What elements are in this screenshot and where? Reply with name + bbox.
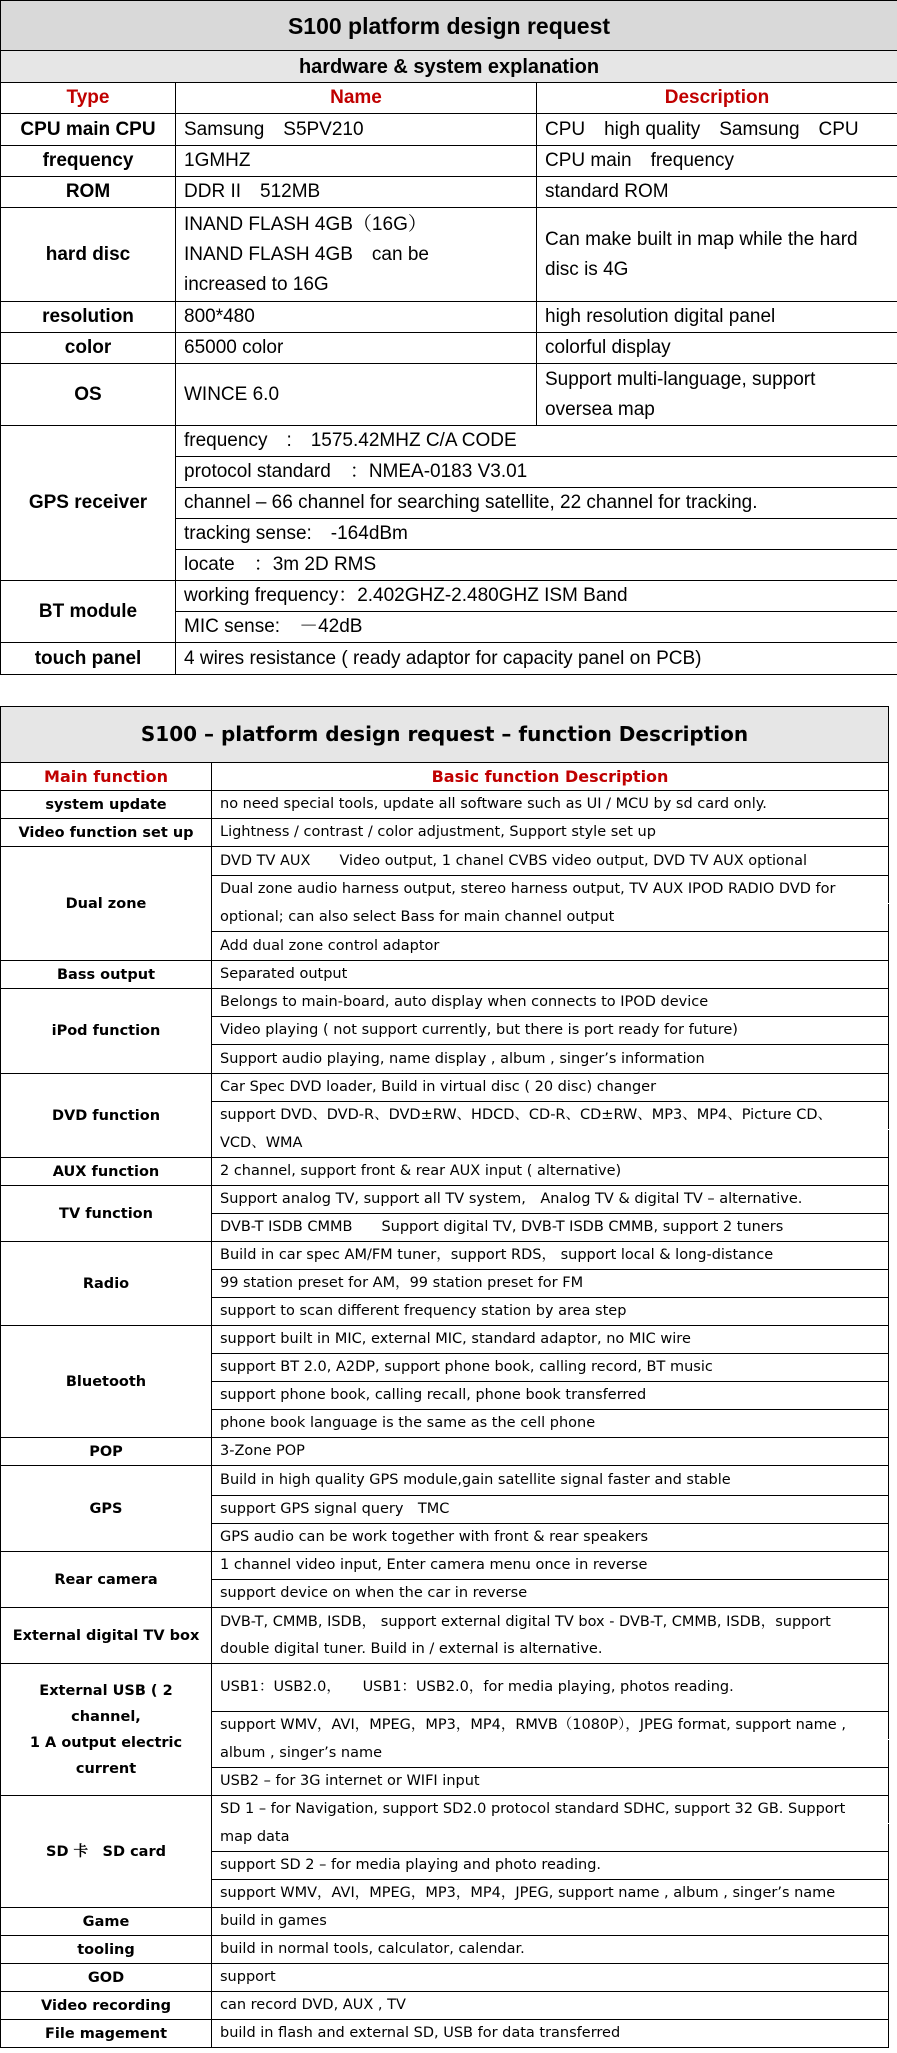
row-type: hard disc xyxy=(1,208,176,302)
gps-label: GPS xyxy=(1,1466,212,1552)
radio-label: Radio xyxy=(1,1242,212,1326)
sd-item: map data xyxy=(212,1824,889,1852)
god-value: support xyxy=(212,1964,889,1992)
bass-output-value: Separated output xyxy=(212,961,889,989)
touch-panel-label: touch panel xyxy=(1,643,176,675)
tooling-value: build in normal tools, calculator, calendar. xyxy=(212,1936,889,1964)
header-name: Name xyxy=(176,83,537,114)
hardware-subtitle: hardware & system explanation xyxy=(1,51,897,83)
gps-function-item: GPS audio can be work together with front & rear speakers xyxy=(212,1524,889,1552)
dual-zone-item: DVD TV AUX Video output, 1 chanel CVBS video output, DVD TV AUX optional xyxy=(212,847,889,876)
gps-receiver-label: GPS receiver xyxy=(1,426,176,581)
name-line: increased to 16G xyxy=(184,273,329,295)
rear-camera-label: Rear camera xyxy=(1,1552,212,1608)
radio-item: support to scan different frequency station by area step xyxy=(212,1298,889,1326)
row-description: CPU high quality Samsung CPU xyxy=(537,114,897,146)
table-row xyxy=(1,114,897,146)
hardware-title: S100 platform design request xyxy=(1,1,897,51)
dvd-function-label: DVD function xyxy=(1,1074,212,1158)
row-name: Samsung S5PV210 xyxy=(176,114,537,146)
video-recording-value: can record DVD, AUX , TV xyxy=(212,1992,889,2020)
row-name: DDR II 512MB xyxy=(176,177,537,208)
rear-camera-item: support device on when the car in reverse xyxy=(212,1580,889,1608)
rear-camera-item: 1 channel video input, Enter camera menu once in reverse xyxy=(212,1552,889,1580)
pop-value: 3-Zone POP xyxy=(212,1438,889,1466)
usb-label-line: External USB ( 2 channel, xyxy=(39,1682,173,1725)
gps-function-item: support GPS signal query TMC xyxy=(212,1496,889,1524)
dvd-item: VCD、WMA xyxy=(212,1130,889,1158)
row-description xyxy=(537,364,897,426)
dual-zone-item: Add dual zone control adaptor xyxy=(212,932,889,961)
bluetooth-item: support phone book, calling recall, phone book transferred xyxy=(212,1382,889,1410)
hardware-table xyxy=(0,0,897,675)
row-description: colorful display xyxy=(537,333,897,364)
game-value: build in games xyxy=(212,1908,889,1936)
system-update-label: system update xyxy=(1,791,212,819)
tv-item: DVB-T ISDB CMMB Support digital TV, DVB-T ISDB CMMB, support 2 tuners xyxy=(212,1214,889,1242)
gps-item: frequency : 1575.42MHZ C/A CODE xyxy=(176,426,897,457)
row-type: frequency xyxy=(1,146,176,177)
usb-item: USB2 – for 3G internet or WIFI input xyxy=(212,1768,889,1796)
row-type: OS xyxy=(1,364,176,426)
header-type: Type xyxy=(1,83,176,114)
table-row xyxy=(1,146,897,177)
header-main-function: Main function xyxy=(1,763,212,791)
pop-label: POP xyxy=(1,1438,212,1466)
dual-zone-item: optional; can also select Bass for main channel output xyxy=(212,904,889,932)
usb-label-line: current xyxy=(75,1760,137,1777)
bt-item: working frequency：2.402GHZ-2.480GHZ ISM Band xyxy=(176,581,897,612)
row-type: ROM xyxy=(1,177,176,208)
game-label: Game xyxy=(1,1908,212,1936)
radio-item: Build in car spec AM/FM tuner，support RDS， support local & long-distance xyxy=(212,1242,889,1270)
sd-item: SD 1 – for Navigation, support SD2.0 protocol standard SDHC, support 32 GB. Support xyxy=(212,1796,889,1824)
aux-function-label: AUX function xyxy=(1,1158,212,1186)
sd-item: support WMV，AVI，MPEG，MP3，MP4，JPEG, support name , album , singer’s name xyxy=(212,1880,889,1908)
gps-item: channel – 66 channel for searching satellite, 22 channel for tracking. xyxy=(176,488,897,519)
usb-item: album , singer’s name xyxy=(212,1740,889,1768)
external-tv-line: double digital tuner. Build in / external is alternative. xyxy=(220,1640,603,1657)
bt-item: MIC sense: －42dB xyxy=(176,612,897,643)
usb-item: USB1：USB2.0， USB1：USB2.0，for media playing, photos reading. xyxy=(212,1664,889,1712)
external-tv-line: DVB-T, CMMB, ISDB， support external digital TV box - DVB-T, CMMB, ISDB，support xyxy=(220,1613,831,1630)
row-description xyxy=(537,208,897,302)
sd-card-label: SD 卡 SD card xyxy=(1,1796,212,1908)
ipod-item: Support audio playing, name display , album , singer’s information xyxy=(212,1045,889,1074)
video-setup-value: Lightness / contrast / color adjustment, Support style set up xyxy=(212,819,889,847)
row-type: resolution xyxy=(1,302,176,333)
bass-output-label: Bass output xyxy=(1,961,212,989)
bluetooth-item: support BT 2.0, A2DP, support phone book, calling record, BT music xyxy=(212,1354,889,1382)
gps-item: protocol standard ：NMEA-0183 V3.01 xyxy=(176,457,897,488)
tooling-label: tooling xyxy=(1,1936,212,1964)
description-line: Can make built in map while the hard xyxy=(545,228,858,250)
bluetooth-item: phone book language is the same as the cell phone xyxy=(212,1410,889,1438)
file-management-value: build in flash and external SD, USB for data transferred xyxy=(212,2020,889,2048)
function-table xyxy=(0,706,889,2048)
dual-zone-label: Dual zone xyxy=(1,847,212,961)
gps-item: locate ：3m 2D RMS xyxy=(176,550,897,581)
row-type: color xyxy=(1,333,176,364)
ipod-function-label: iPod function xyxy=(1,989,212,1074)
row-name: WINCE 6.0 xyxy=(176,364,537,426)
table-row xyxy=(1,177,897,208)
touch-panel-value: 4 wires resistance ( ready adaptor for capacity panel on PCB) xyxy=(176,643,897,675)
ipod-item: Video playing ( not support currently, but there is port ready for future) xyxy=(212,1017,889,1045)
video-recording-label: Video recording xyxy=(1,1992,212,2020)
radio-item: 99 station preset for AM，99 station preset for FM xyxy=(212,1270,889,1298)
row-name: 800*480 xyxy=(176,302,537,333)
function-title: S100 – platform design request – function Description xyxy=(1,707,889,763)
system-update-value: no need special tools, update all software such as UI / MCU by sd card only. xyxy=(212,791,889,819)
row-description: high resolution digital panel xyxy=(537,302,897,333)
row-description: standard ROM xyxy=(537,177,897,208)
gps-item: tracking sense: -164dBm xyxy=(176,519,897,550)
row-name: 1GMHZ xyxy=(176,146,537,177)
row-description: CPU main frequency xyxy=(537,146,897,177)
gps-function-item: Build in high quality GPS module,gain satellite signal faster and stable xyxy=(212,1466,889,1496)
row-type: CPU main CPU xyxy=(1,114,176,146)
external-usb-label xyxy=(1,1664,212,1796)
description-line: oversea map xyxy=(545,398,655,420)
description-line: Support multi-language, support xyxy=(545,368,816,390)
ipod-item: Belongs to main-board, auto display when connects to IPOD device xyxy=(212,989,889,1017)
dvd-item: support DVD、DVD-R、DVD±RW、HDCD、CD-R、CD±RW、MP3、MP4、Picture CD、 xyxy=(212,1102,889,1130)
dvd-item: Car Spec DVD loader, Build in virtual disc ( 20 disc) changer xyxy=(212,1074,889,1102)
external-tv-label: External digital TV box xyxy=(1,1608,212,1664)
row-name xyxy=(176,208,537,302)
name-line: INAND FLASH 4GB（16G） xyxy=(184,213,427,235)
video-setup-label: Video function set up xyxy=(1,819,212,847)
dual-zone-item: Dual zone audio harness output, stereo harness output, TV AUX IPOD RADIO DVD for xyxy=(212,876,889,904)
usb-label-line: 1 A output electric xyxy=(29,1734,183,1751)
header-basic-function: Basic function Description xyxy=(212,763,889,791)
header-description: Description xyxy=(537,83,897,114)
tv-item: Support analog TV, support all TV system, Analog TV & digital TV – alternative. xyxy=(212,1186,889,1214)
table-row xyxy=(1,302,897,333)
aux-function-value: 2 channel, support front & rear AUX input ( alternative) xyxy=(212,1158,889,1186)
description-line: disc is 4G xyxy=(545,258,629,280)
usb-item: support WMV，AVI，MPEG，MP3，MP4，RMVB（1080P），JPEG format, support name , xyxy=(212,1712,889,1740)
bluetooth-label: Bluetooth xyxy=(1,1326,212,1438)
row-name: 65000 color xyxy=(176,333,537,364)
bluetooth-item: support built in MIC, external MIC, standard adaptor, no MIC wire xyxy=(212,1326,889,1354)
sd-item: support SD 2 – for media playing and photo reading. xyxy=(212,1852,889,1880)
external-tv-value xyxy=(212,1608,889,1664)
name-line: INAND FLASH 4GB can be xyxy=(184,243,429,265)
god-label: GOD xyxy=(1,1964,212,1992)
bt-module-label: BT module xyxy=(1,581,176,643)
table-row xyxy=(1,208,897,302)
table-row xyxy=(1,364,897,426)
table-row xyxy=(1,333,897,364)
file-management-label: File magement xyxy=(1,2020,212,2048)
tv-function-label: TV function xyxy=(1,1186,212,1242)
